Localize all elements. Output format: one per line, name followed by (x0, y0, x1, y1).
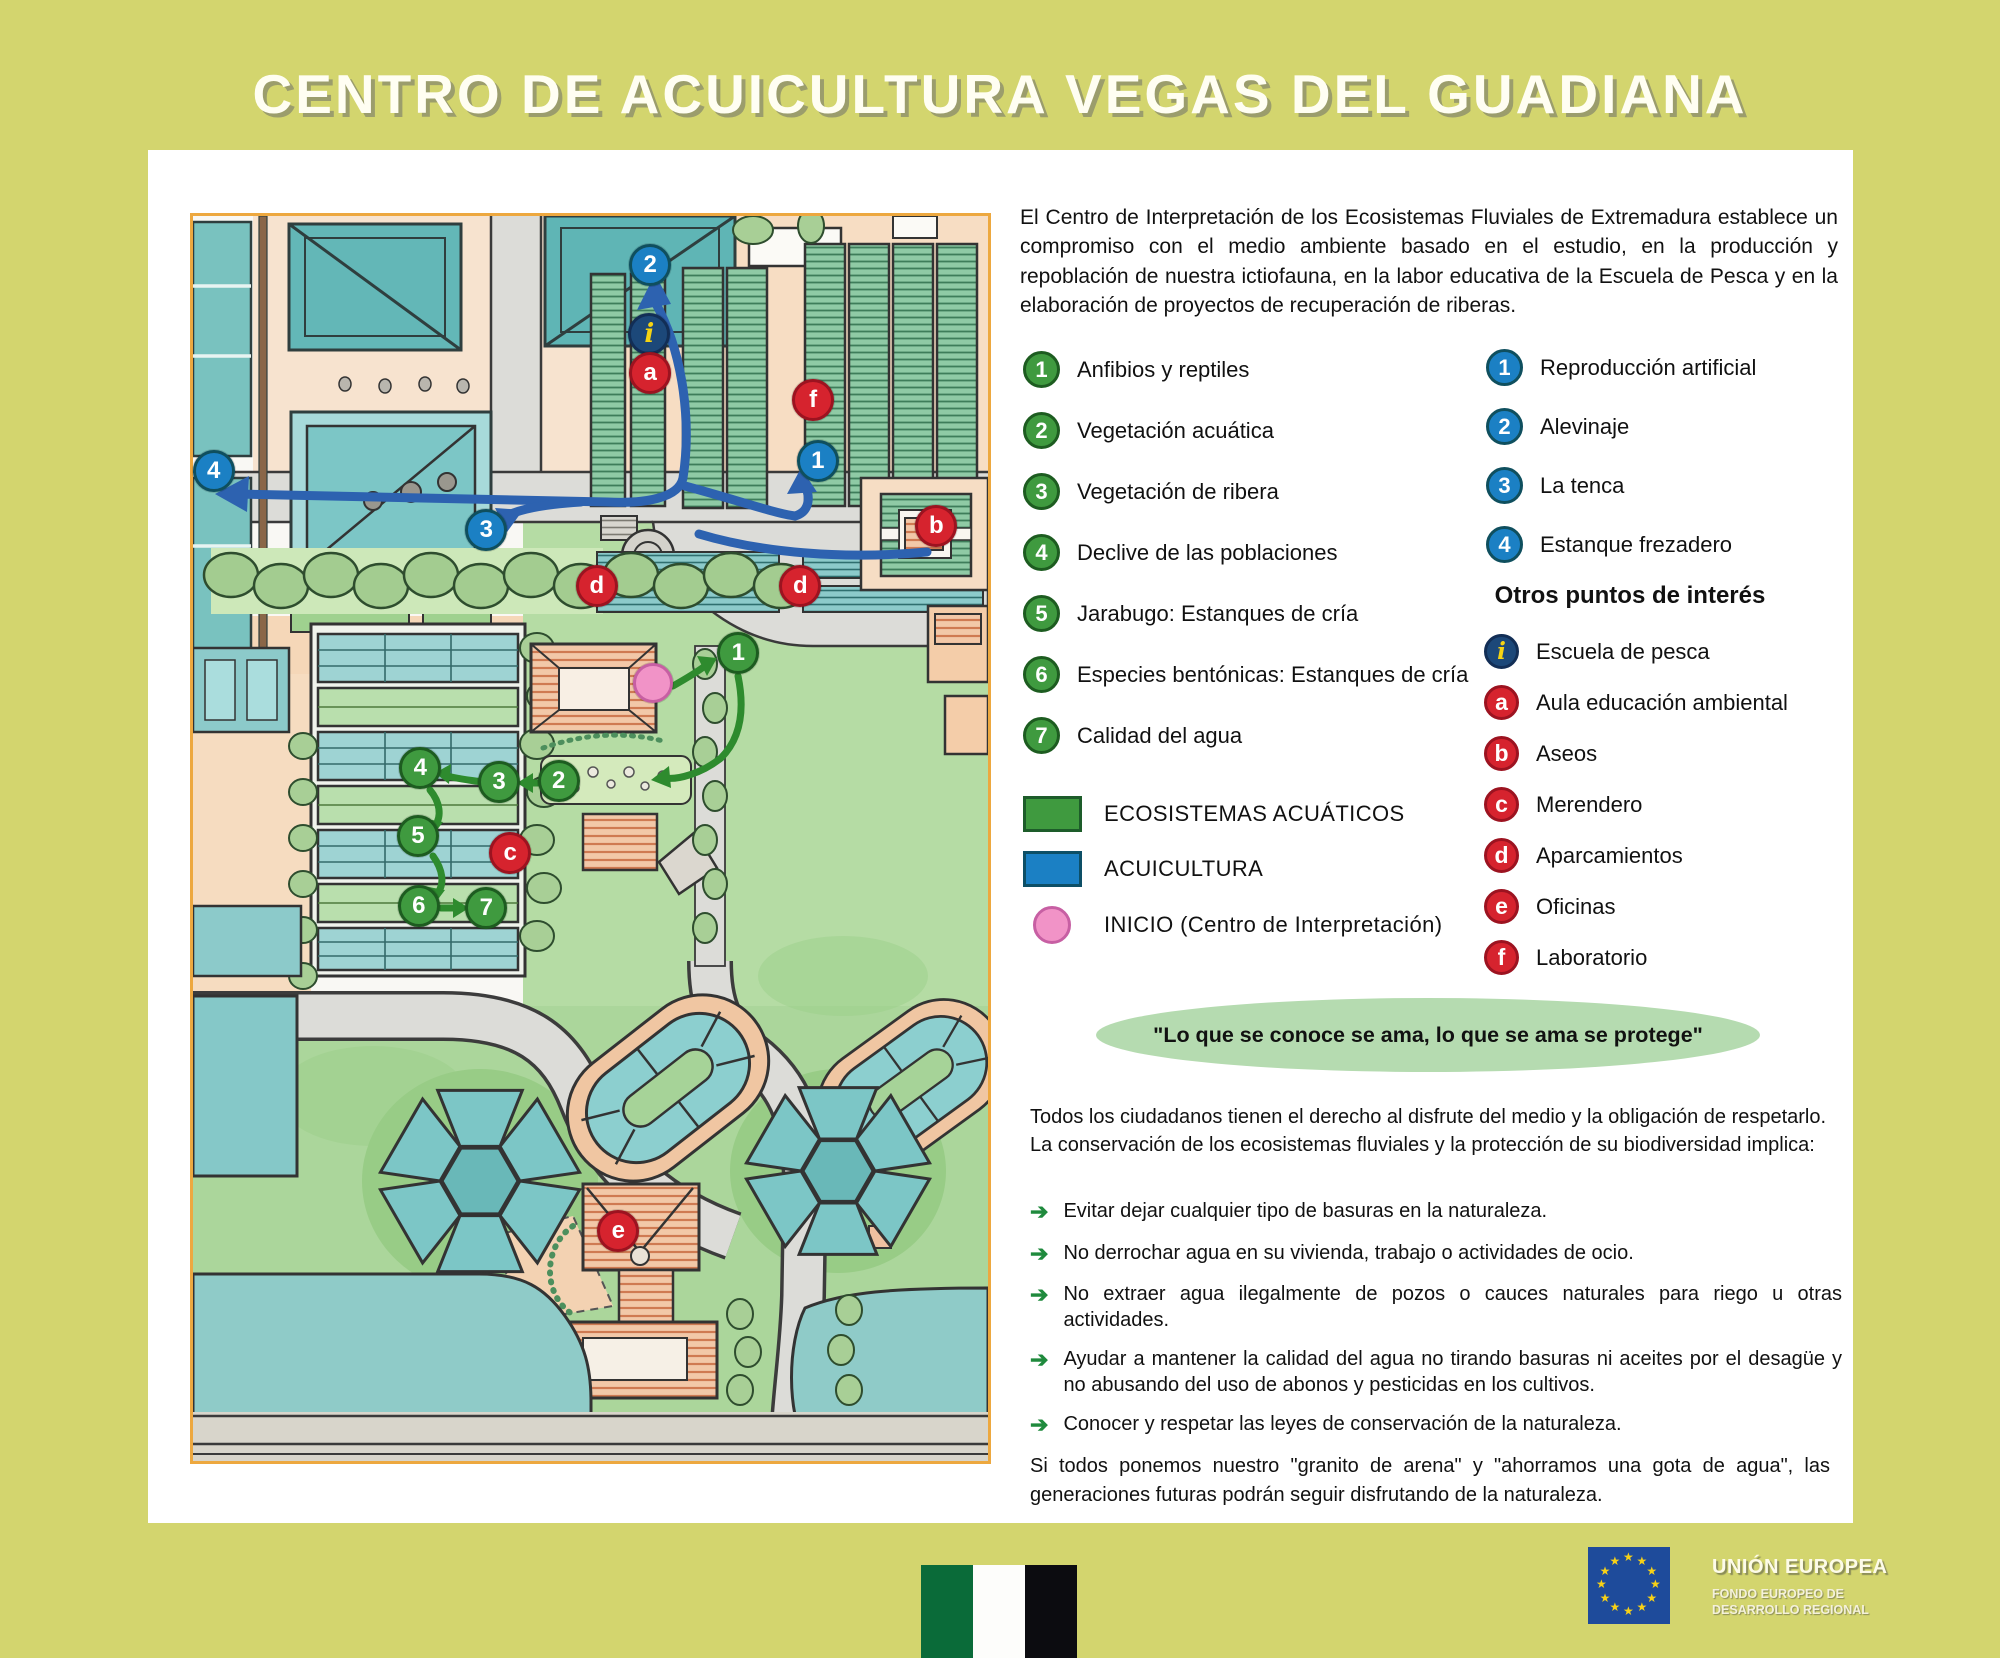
arrow-bullet-icon: ➔ (1030, 1282, 1049, 1308)
legend-item (1023, 351, 1473, 388)
advice-text: Conocer y respetar las leyes de conservación de la naturaleza. (1063, 1413, 1622, 1436)
legend-item (1484, 940, 1854, 975)
map-marker-label: 4 (413, 753, 428, 781)
legend-item-label: Vegetación de ribera (1077, 478, 1279, 504)
legend-item-label: Calidad del agua (1077, 722, 1243, 748)
map-marker (628, 313, 670, 355)
map-marker-label: 1 (731, 638, 746, 666)
legend-item (1484, 889, 1854, 924)
legend-item-label: Jarabugo: Estanques de cría (1077, 600, 1359, 626)
map-marker-label: d (793, 571, 808, 599)
page-title: CENTRO DE ACUICULTURA VEGAS DEL GUADIANA (252, 63, 1748, 125)
map-marker (633, 663, 673, 703)
eu-star-icon: ★ (1636, 1600, 1648, 1615)
letter-icon: a (1484, 685, 1519, 720)
extremadura-flag (921, 1565, 1077, 1658)
legend-item-label: Anfibios y reptiles (1077, 356, 1250, 382)
body-paragraph: Todos los ciudadanos tienen el derecho al disfrute del medio y la obligación de respetarlo. La conservación de los ecosistemas fluviales y la protección de su biodiversidad implica: (1030, 1106, 1827, 1157)
map-marker (465, 887, 507, 929)
eu-star-icon: ★ (1623, 1604, 1634, 1618)
legend-item (1484, 838, 1854, 873)
advice-item (1030, 1281, 1842, 1333)
legend-item-label: Alevinaje (1540, 413, 1630, 439)
green-number-icon: 1 (1023, 351, 1060, 388)
arrow-bullet-icon: ➔ (1030, 1347, 1049, 1373)
green-number-icon: 2 (1023, 412, 1060, 449)
advice-item (1030, 1411, 1842, 1440)
map-marker-label: 6 (412, 891, 426, 919)
legend-item-label: Aseos (1536, 740, 1598, 766)
legend-item (1023, 717, 1473, 754)
intro-paragraph: El Centro de Interpretación de los Ecosistemas Fluviales de Extremadura establece un compromiso con el medio ambiente basado en el estudio, en la producción y repoblación de nuestra ictiofauna, en la labor educativa de la Escuela de Pesca y en la elaboración de proyectos de recuperación de riberas. (1020, 206, 1838, 318)
legend-item-label: Vegetación acuática (1077, 417, 1274, 443)
letter-icon: e (1484, 889, 1519, 924)
green-number-icon: 3 (1023, 473, 1060, 510)
arrow-bullet-icon: ➔ (1030, 1199, 1049, 1224)
area-legend-label: INICIO (Centro de Interpretación) (1104, 912, 1443, 937)
legend-item (1484, 787, 1854, 822)
eu-star-icon: ★ (1636, 1553, 1648, 1568)
legend-item (1023, 534, 1473, 571)
legend-item-label: Estanque frezadero (1540, 531, 1733, 557)
map-marker (538, 760, 580, 802)
map-marker (399, 747, 441, 789)
eu-star-icon: ★ (1646, 1590, 1658, 1605)
legend-item (1023, 473, 1473, 510)
area-legend-label: ECOSISTEMAS ACUÁTICOS (1104, 801, 1405, 826)
flag-stripe-black (1025, 1565, 1077, 1658)
letter-icon: c (1484, 787, 1519, 822)
advice-text: No derrochar agua en su vivienda, trabajo o actividades de ocio. (1063, 1241, 1634, 1264)
legend-item-label: La tenca (1540, 472, 1625, 498)
other-points-list (1484, 634, 1854, 991)
color-swatch (1023, 796, 1082, 832)
map-marker-label: i (644, 319, 655, 350)
map-marker (792, 379, 834, 421)
green-number-icon: 7 (1023, 717, 1060, 754)
legend-item-label: Aparcamientos (1536, 842, 1683, 868)
map-marker-label: e (611, 1216, 625, 1244)
eu-title: UNIÓN EUROPEA (1712, 1556, 1888, 1578)
map-marker-label: 3 (492, 768, 506, 796)
map-marker-label: d (589, 571, 605, 599)
map-marker-label: 2 (643, 250, 657, 278)
advice-text: Ayudar a mantener la calidad del agua no tirando basuras ni aceites por el desagüe y no abusando del uso de abonos y pesticidas en los cultivos. (1063, 1348, 1842, 1397)
area-legend-row (1023, 796, 1442, 832)
map-marker-label: 1 (811, 447, 825, 475)
advice-item (1030, 1240, 1842, 1269)
legend-item-label: Reproducción artificial (1540, 354, 1757, 380)
map-marker (915, 505, 957, 547)
eu-star-icon: ★ (1609, 1600, 1621, 1615)
map-marker-label: 5 (411, 822, 425, 849)
legend-item (1486, 408, 1856, 445)
map-markers (193, 216, 988, 1461)
advice-list (1030, 1198, 1842, 1453)
advice-text: No extraer agua ilegalmente de pozos o cauces naturales para riego u otras actividades. (1063, 1283, 1842, 1332)
arrow-bullet-icon: ➔ (1030, 1240, 1049, 1266)
other-points-heading: Otros puntos de interés (1494, 582, 1766, 609)
map-marker-label: b (928, 512, 944, 539)
legend-item-label: Declive de las poblaciones (1077, 539, 1338, 565)
area-legend-row (1023, 906, 1442, 944)
map-marker-label: c (503, 839, 517, 867)
area-legend-label: ACUICULTURA (1104, 856, 1264, 881)
legend-item (1023, 412, 1473, 449)
map-marker-label: f (809, 386, 818, 414)
legend-item-label: Oficinas (1536, 893, 1616, 919)
map-marker (779, 565, 821, 607)
green-number-icon: 5 (1023, 595, 1060, 632)
flag-stripe-white (973, 1565, 1025, 1658)
map-marker (398, 885, 440, 927)
area-legend-row (1023, 851, 1442, 887)
eu-star-icon: ★ (1599, 1590, 1611, 1605)
map-marker (193, 450, 235, 492)
map-marker (629, 244, 671, 286)
legend-item (1486, 526, 1856, 563)
letter-icon: f (1484, 940, 1519, 975)
eu-subtitle: FONDO EUROPEO DE DESARROLLO REGIONAL (1712, 1587, 1869, 1618)
legend-item (1023, 656, 1473, 693)
legend-green-list (1023, 351, 1473, 778)
legend-item-label: Especies bentónicas: Estanques de cría (1077, 661, 1469, 687)
map-marker (797, 440, 839, 482)
legend-item-label: Merendero (1536, 791, 1643, 817)
legend-item-label: Aula educación ambiental (1536, 689, 1788, 715)
closing-paragraph: Si todos ponemos nuestro "granito de arena" y "ahorramos una gota de agua", las generaciones futuras podrán seguir disfrutando de la naturaleza. (1030, 1455, 1830, 1506)
legend-item (1486, 467, 1856, 504)
map-marker-label: 2 (552, 767, 566, 795)
color-swatch (1023, 851, 1082, 887)
map-marker (717, 632, 759, 674)
legend-item (1484, 736, 1854, 771)
map-marker (629, 352, 671, 394)
map-marker (489, 832, 531, 874)
map-marker-label: 3 (479, 515, 494, 543)
eu-star-icon: ★ (1646, 1563, 1658, 1578)
advice-item (1030, 1198, 1842, 1227)
eu-star-icon: ★ (1596, 1577, 1607, 1591)
letter-icon: b (1484, 736, 1519, 771)
map-marker-label: 7 (479, 894, 494, 922)
eu-star-icon: ★ (1599, 1563, 1611, 1578)
advice-text: Evitar dejar cualquier tipo de basuras en la naturaleza. (1063, 1200, 1548, 1222)
green-number-icon: 6 (1023, 656, 1060, 693)
eu-star-icon: ★ (1609, 1553, 1621, 1568)
letter-icon: i (1484, 634, 1519, 669)
legend-blue-list (1486, 349, 1856, 585)
eu-star-icon: ★ (1623, 1550, 1634, 1564)
legend-item-label: Escuela de pesca (1536, 638, 1710, 664)
letter-icon: d (1484, 838, 1519, 873)
green-number-icon: 4 (1023, 534, 1060, 571)
legend-item-label: Laboratorio (1536, 944, 1648, 970)
legend-item (1023, 595, 1473, 632)
blue-number-icon: 3 (1486, 467, 1523, 504)
color-swatch (1033, 906, 1071, 944)
map-marker (465, 509, 507, 551)
eu-star-icon: ★ (1650, 1577, 1661, 1591)
flag-stripe-green (921, 1565, 973, 1658)
site-map (190, 213, 991, 1464)
motto-oval: "Lo que se conoce se ama, lo que se ama se protege" (1096, 998, 1760, 1072)
advice-item (1030, 1346, 1842, 1398)
map-marker-label: a (643, 358, 657, 386)
map-marker (397, 815, 439, 857)
legend-item (1484, 634, 1854, 669)
area-legend (1023, 796, 1442, 963)
map-marker (576, 565, 618, 607)
legend-item (1484, 685, 1854, 720)
arrow-bullet-icon: ➔ (1030, 1412, 1049, 1438)
blue-number-icon: 4 (1486, 526, 1523, 563)
map-marker-label: 4 (206, 457, 221, 485)
legend-item (1486, 349, 1856, 386)
eu-flag-icon (1588, 1547, 1670, 1624)
map-marker (597, 1210, 639, 1252)
map-marker (478, 761, 520, 803)
blue-number-icon: 1 (1486, 349, 1523, 386)
blue-number-icon: 2 (1486, 408, 1523, 445)
